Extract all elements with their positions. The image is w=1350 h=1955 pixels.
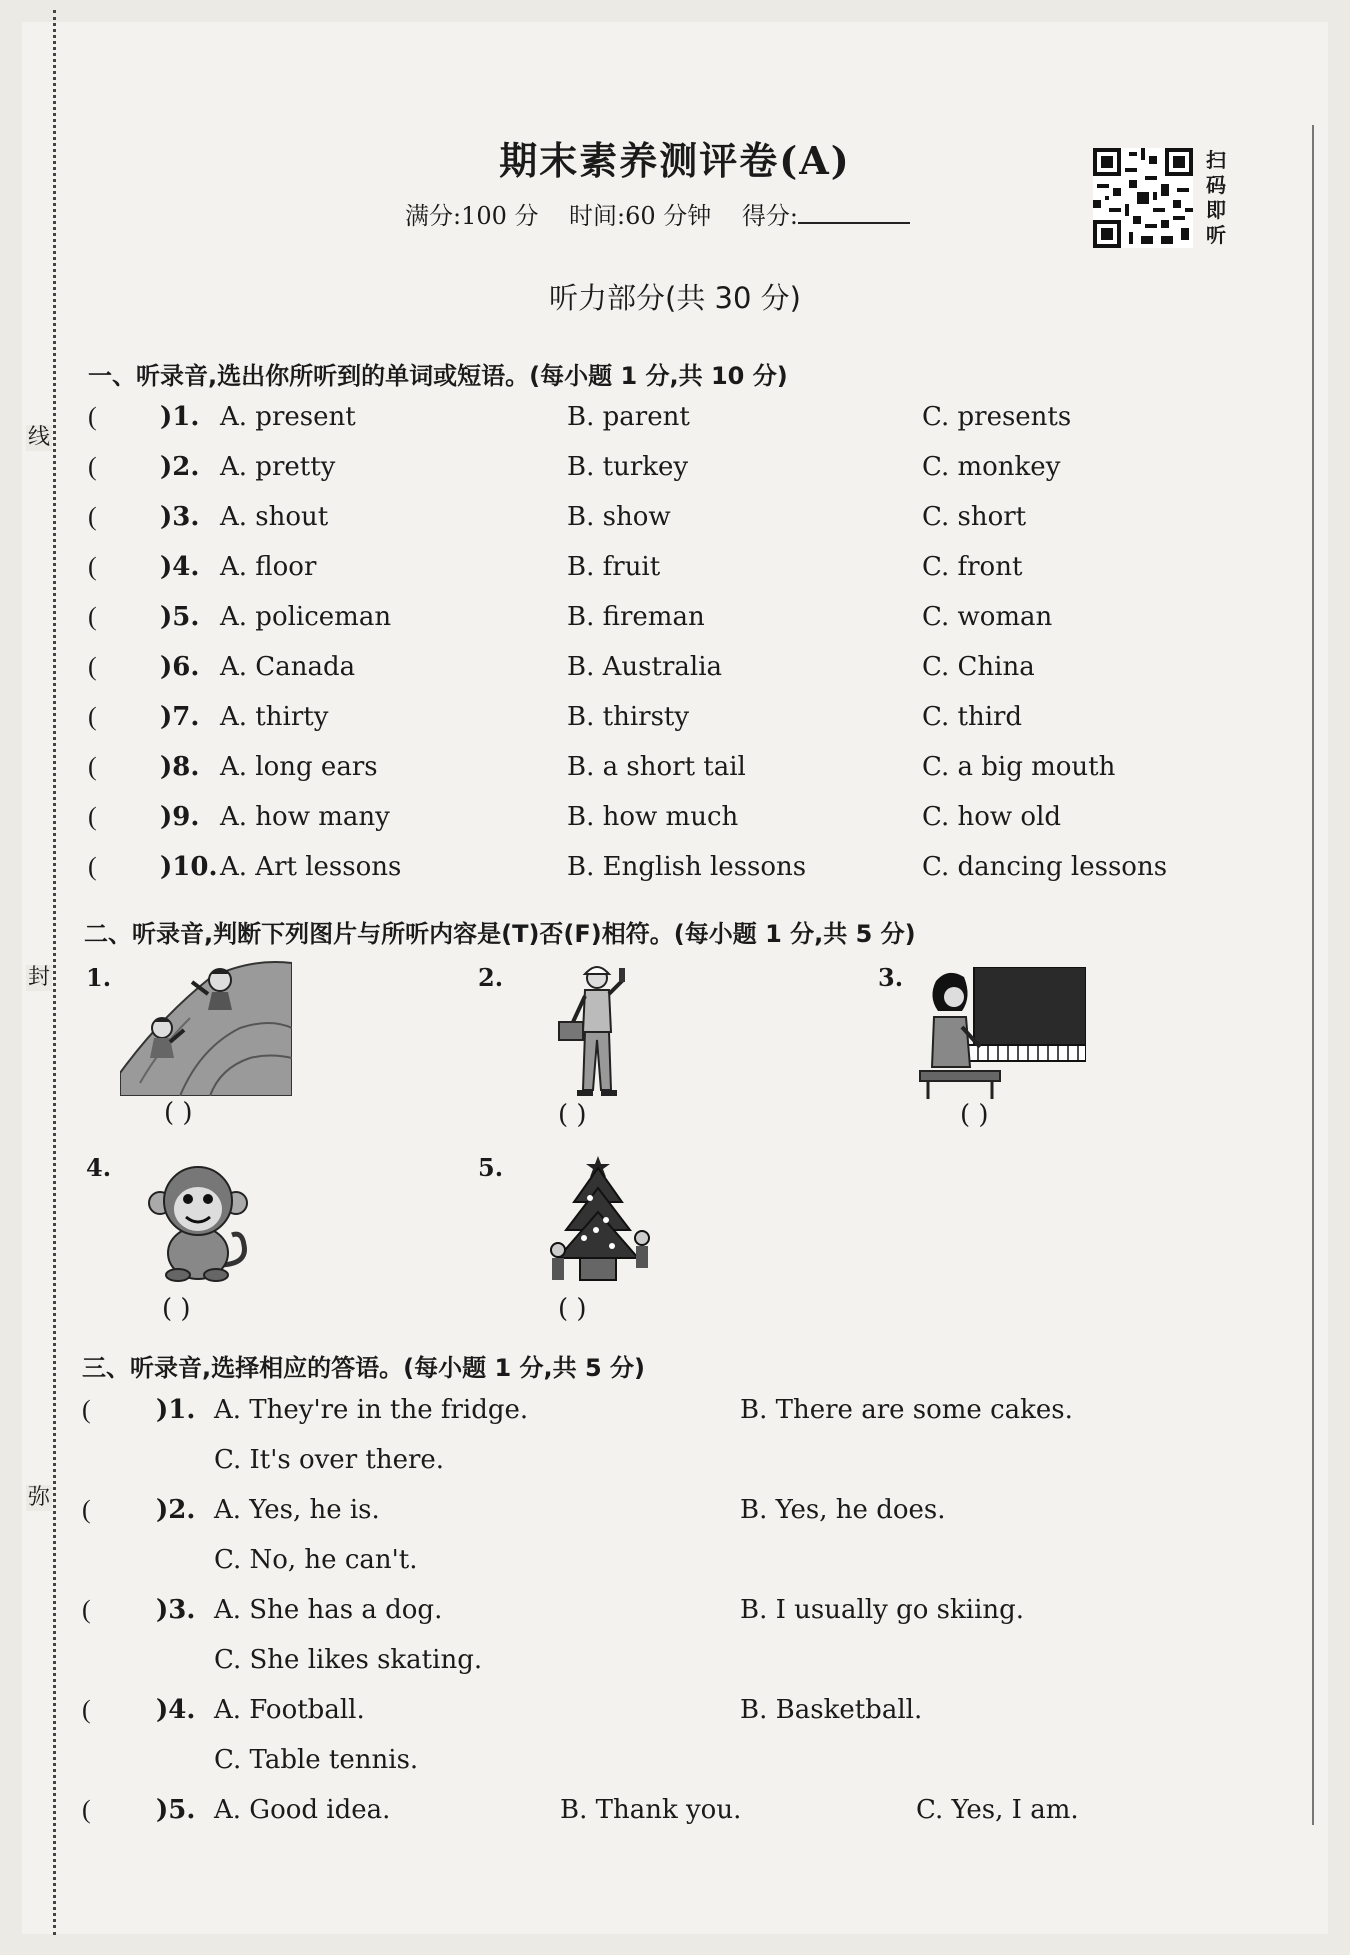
time-limit: 时间:60 分钟 [569,202,712,230]
option-a: A. floor [220,552,317,582]
monkey-picture [148,1165,252,1283]
option-a: A. They're in the fridge. [214,1395,529,1425]
option-c: C. front [922,552,1023,582]
part1-question-row [0,802,1350,842]
question-number: )1. [160,402,200,432]
option-b: B. how much [567,802,739,832]
question-number: )10. [160,852,218,882]
answer-open-paren[interactable]: ( [88,602,97,631]
option-c: C. Yes, I am. [916,1795,1079,1825]
option-c: C. woman [922,602,1053,632]
answer-open-paren[interactable]: ( [82,1395,91,1424]
answer-open-paren[interactable]: ( [82,1695,91,1724]
answer-open-paren[interactable]: ( [88,502,97,531]
mountain-climbing-picture [120,958,292,1096]
picture-number: 5. [478,1153,504,1182]
question-number: )3. [160,502,200,532]
question-number: )5. [156,1795,196,1825]
part3-question-row-continued [0,1645,1350,1685]
part3-question-row-continued [0,1445,1350,1485]
part1-question-row [0,502,1350,542]
answer-open-paren[interactable]: ( [82,1795,91,1824]
answer-open-paren[interactable]: ( [88,802,97,831]
picture-number: 2. [478,963,504,992]
part1-question-row [0,752,1350,792]
question-number: )5. [160,602,200,632]
part1-question-row [0,602,1350,642]
part1-question-row [0,702,1350,742]
option-c: C. how old [922,802,1062,832]
part3-question-row-continued [0,1545,1350,1585]
question-number: )4. [156,1695,196,1725]
option-a: A. Football. [214,1695,365,1725]
option-c: C. No, he can't. [214,1545,418,1575]
part2-heading: 二、听录音,判断下列图片与所听内容是(T)否(F)相符。(每小题 1 分,共 5 分) [84,920,916,948]
part1-question-row [0,552,1350,592]
picture-number: 4. [86,1153,112,1182]
answer-parentheses[interactable]: ( ) [558,1294,587,1324]
binding-mark-seal: 封 [27,965,50,990]
option-b: B. Basketball. [740,1695,923,1725]
answer-parentheses[interactable]: ( ) [960,1100,989,1130]
option-a: A. policeman [220,602,392,632]
answer-open-paren[interactable]: ( [88,852,97,881]
answer-open-paren[interactable]: ( [88,452,97,481]
question-number: )2. [156,1495,196,1525]
option-c: C. monkey [922,452,1061,482]
option-b: B. I usually go skiing. [740,1595,1025,1625]
option-b: B. turkey [567,452,689,482]
option-a: A. Good idea. [214,1795,391,1825]
listening-section-title: 听力部分(共 30 分) [549,281,801,315]
option-c: C. dancing lessons [922,852,1168,882]
part3-question-row-continued [0,1745,1350,1785]
answer-open-paren[interactable]: ( [88,702,97,731]
option-a: A. She has a dog. [214,1595,443,1625]
option-c: C. presents [922,402,1072,432]
option-c: C. She likes skating. [214,1645,483,1675]
answer-open-paren[interactable]: ( [88,402,97,431]
option-b: B. English lessons [567,852,807,882]
option-b: B. a short tail [567,752,746,782]
answer-parentheses[interactable]: ( ) [558,1100,587,1130]
binding-mark-line: 线 [27,425,50,450]
answer-parentheses[interactable]: ( ) [164,1098,193,1128]
full-score: 满分:100 分 [405,202,539,230]
option-b: B. Australia [567,652,723,682]
question-number: )7. [160,702,200,732]
part3-question-row [0,1395,1350,1435]
exam-title: 期末素养测评卷(A) [499,138,851,183]
question-number: )1. [156,1395,196,1425]
qr-code-icon[interactable] [1093,148,1193,248]
option-a: A. Art lessons [220,852,402,882]
part3-question-row [0,1795,1350,1835]
question-number: )4. [160,552,200,582]
option-a: A. shout [220,502,329,532]
answer-open-paren[interactable]: ( [88,752,97,781]
part1-heading: 一、听录音,选出你所听到的单词或短语。(每小题 1 分,共 10 分) [88,362,788,390]
option-a: A. present [220,402,356,432]
option-b: B. thirsty [567,702,690,732]
option-b: B. There are some cakes. [740,1395,1073,1425]
option-c: C. third [922,702,1023,732]
answer-open-paren[interactable]: ( [88,652,97,681]
picture-number: 3. [878,963,904,992]
answer-open-paren[interactable]: ( [82,1595,91,1624]
option-b: B. Yes, he does. [740,1495,946,1525]
option-c: C. short [922,502,1027,532]
option-c: C. a big mouth [922,752,1116,782]
option-b: B. fruit [567,552,661,582]
option-c: C. China [922,652,1035,682]
question-number: )6. [160,652,200,682]
part3-question-row [0,1695,1350,1735]
option-b: B. show [567,502,671,532]
christmas-tree-picture [546,1150,656,1288]
question-number: )2. [160,452,200,482]
option-a: A. thirty [220,702,329,732]
question-number: )8. [160,752,200,782]
part3-heading: 三、听录音,选择相应的答语。(每小题 1 分,共 5 分) [82,1354,645,1382]
exam-info [405,196,910,231]
option-b: B. fireman [567,602,705,632]
answer-parentheses[interactable]: ( ) [162,1294,191,1324]
worker-with-toolbox-picture [555,960,645,1100]
part1-question-row [0,402,1350,442]
score-blank[interactable] [798,202,910,224]
option-a: A. long ears [220,752,378,782]
question-number: )9. [160,802,200,832]
girl-playing-piano-picture [918,967,1086,1099]
question-number: )3. [156,1595,196,1625]
answer-open-paren[interactable]: ( [82,1495,91,1524]
option-a: A. pretty [220,452,336,482]
part3-question-row [0,1595,1350,1635]
part1-question-row [0,452,1350,492]
qr-label: 扫码即听 [1206,148,1226,247]
part1-question-row [0,852,1350,892]
option-a: A. how many [220,802,390,832]
score-label: 得分: [741,202,798,230]
part1-question-row [0,652,1350,692]
part3-question-row [0,1495,1350,1535]
answer-open-paren[interactable]: ( [88,552,97,581]
option-b: B. parent [567,402,690,432]
option-a: A. Canada [220,652,356,682]
option-b: B. Thank you. [560,1795,742,1825]
option-c: C. Table tennis. [214,1745,419,1775]
option-a: A. Yes, he is. [214,1495,380,1525]
option-c: C. It's over there. [214,1445,445,1475]
picture-number: 1. [86,963,112,992]
binding-mark-close: 弥 [27,1485,50,1510]
